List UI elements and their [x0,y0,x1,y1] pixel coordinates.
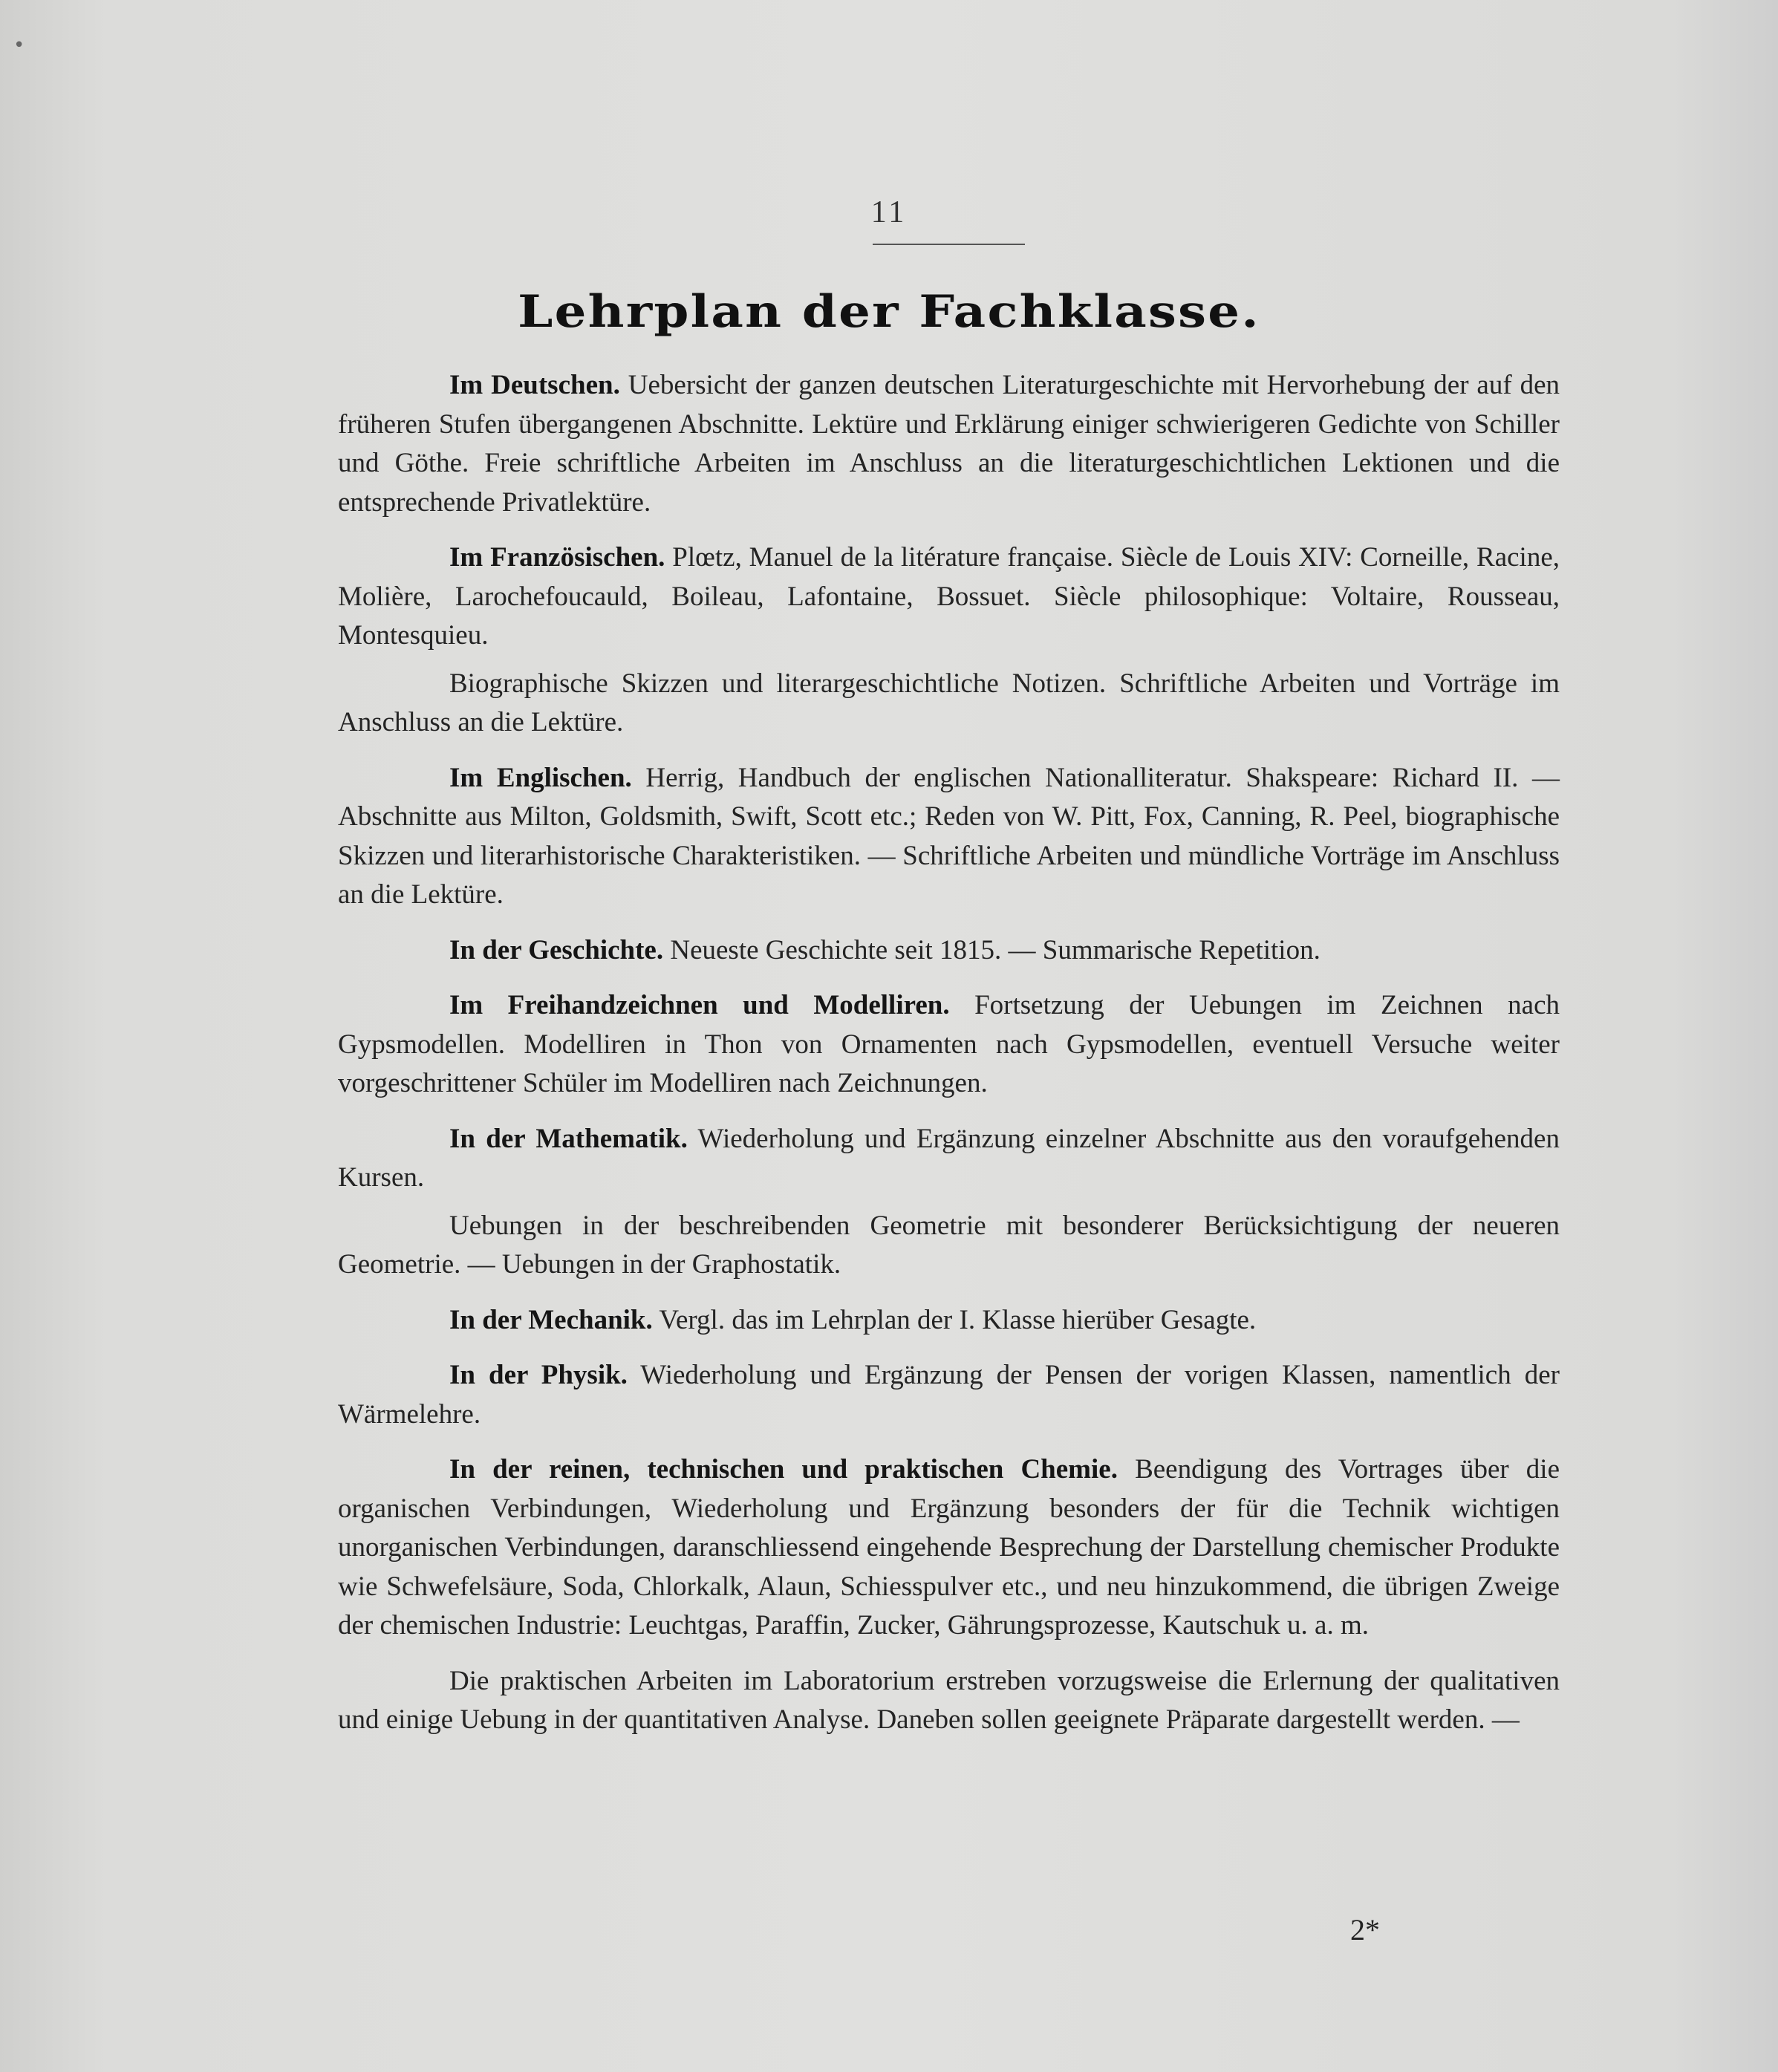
page-title: Lehrplan der Fachklasse. [518,286,1260,338]
section-french-continued [338,665,1560,743]
section-english [338,759,1560,915]
header-rule [873,244,1025,245]
section-text: Herrig, Handbuch der englischen Nationalliteratur. Shakspeare: Richard II. — Abschnitte aus Milton, Goldsmith, Swift, Scott etc.; Reden von W. Pitt, Fox, Canning, R. Peel, biographische Skizzen und literarhistorische Charakteristiken. — Schriftliche Arbeiten und mündliche Vorträge im Anschluss an die Lektüre. [338,762,1560,910]
section-french [338,538,1560,656]
section-german [338,366,1560,522]
subject-label: Im Englischen. [449,762,632,793]
page-header [0,195,1778,233]
section-text: Wiederholung und Ergänzung der Pensen der vorigen Klassen, namentlich der Wärmelehre. [338,1360,1560,1430]
section-mathematics [338,1120,1560,1198]
section-text: Uebungen in der beschreibenden Geometrie mit besonderer Berücksichtigung der neueren Geometrie. — Uebungen in der Graphostatik. [338,1210,1560,1280]
section-mechanics [338,1301,1560,1340]
section-text: Vergl. das im Lehrplan der I. Klasse hierüber Gesagte. [659,1304,1257,1335]
subject-label: Im Freihandzeichnen und Modelliren. [449,990,950,1020]
subject-label: In der Mathematik. [449,1123,688,1154]
subject-label: In der Mechanik. [449,1304,653,1335]
binding-mark: • [13,34,25,56]
section-text: Uebersicht der ganzen deutschen Literaturgeschichte mit Hervorhebung der auf den früheren Stufen übergangenen Abschnitte. Lektüre und Erklärung einiger schwierigeren Gedichte von Schiller und Göthe. Freie schriftliche Arbeiten im Anschluss an die literaturgeschichtlichen Lektionen und die entsprechende Privatlektüre. [338,370,1560,518]
section-drawing [338,986,1560,1104]
section-text: Plœtz, Manuel de la litérature française. Siècle de Louis XIV: Corneille, Racine, Molière, Larochefoucauld, Boileau, Lafontaine, Bossuet. Siècle philosophique: Voltaire, Rousseau, Montesquieu. [338,542,1560,651]
section-history [338,931,1560,971]
section-text: Neueste Geschichte seit 1815. — Summarische Repetition. [670,934,1321,965]
signature-mark: 2* [1350,1913,1380,1946]
section-text: Wiederholung und Ergänzung einzelner Abschnitte aus den voraufgehenden Kursen. [338,1123,1560,1193]
section-physics [338,1356,1560,1434]
section-text: Biographische Skizzen und literargeschichtliche Notizen. Schriftliche Arbeiten und Vorträge im Anschluss an die Lektüre. [338,668,1560,737]
page-number: 11 [870,195,908,229]
section-text: Fortsetzung der Uebungen im Zeichnen nach Gypsmodellen. Modelliren in Thon von Ornamenten nach Gypsmodellen, eventuell Versuche weiter vorgeschrittener Schüler im Modelliren nach Zeichnungen. [338,990,1560,1098]
subject-label: In der Physik. [449,1360,628,1390]
section-mathematics-continued [338,1207,1560,1285]
subject-label: In der Geschichte. [449,934,664,965]
curriculum-body [338,366,1560,1756]
subject-label: Im Deutschen. [449,370,620,400]
section-text: Die praktischen Arbeiten im Laboratorium erstreben vorzugsweise die Erlernung der qualitativen und einige Uebung in der quantitativen Analyse. Daneben sollen geeignete Präparate dargestellt werden. — [338,1665,1560,1735]
section-laboratory [338,1662,1560,1740]
section-chemistry [338,1450,1560,1646]
section-text: Beendigung des Vortrages über die organischen Verbindungen, Wiederholung und Ergänzung besonders der für die Technik wichtigen unorganischen Verbindungen, daranschliessend eingehende Besprechung der Darstellung chemischer Produkte wie Schwefelsäure, Soda, Chlorkalk, Alaun, Schiesspulver etc., und neu hinzukommend, die übrigen Zweige der chemischen Industrie: Leuchtgas, Paraffin, Zucker, Gährungsprozesse, Kautschuk u. a. m. [338,1454,1560,1641]
subject-label: In der reinen, technischen und praktischen Chemie. [449,1454,1118,1485]
subject-label: Im Französischen. [449,542,665,573]
